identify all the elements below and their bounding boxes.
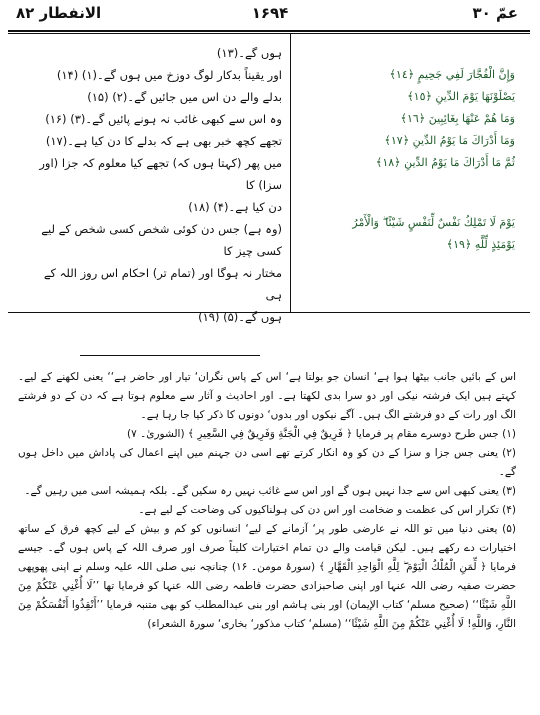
surah-header: الانفطار ۸۲	[16, 4, 102, 22]
arabic-verse-line: ثُمَّ مَا أَدْرَاكَ مَا يَوْمُ الدِّينِ ﴿١٨﴾	[375, 156, 515, 169]
translation-line: اور یقیناً بدکار لوگ دوزخ میں ہوں گے۔(۱) (۱۴)	[56, 68, 282, 82]
footnote-paragraph: (۴) تکرار اس کی عظمت و ضخامت اور اس دن کی ہولناکیوں کی وضاحت کے لیے ہے۔	[138, 504, 516, 516]
translation-line: مختار نہ ہوگا اور (تمام تر) احکام اس روز اللہ کے ہی	[43, 266, 282, 302]
header-rule	[8, 30, 530, 32]
translation-line: (وہ ہے) جس دن کوئی شخص کسی شخص کے لیے کسی چیز کا	[41, 222, 282, 258]
translation-line: بدلے والے دن اس میں جائیں گے۔(۲) (۱۵)	[87, 90, 282, 104]
translation-line: ہوں گے۔(۵) (۱۹)	[198, 310, 282, 324]
footnote-rule	[80, 355, 260, 356]
translation-line: دن کیا ہے۔(۴) (۱۸)	[188, 200, 282, 214]
translation-line: میں پھر (کہتا ہوں کہ) تجھے کیا معلوم کہ جزا (اور سزا) کا	[39, 156, 282, 192]
arabic-verse-line: يَوْمَ لَا تَمْلِكُ نَفْسٌ لِّنَفْسٍ شَيْئًا ۖ وَالْأَمْرُ	[352, 216, 515, 229]
footnote-paragraph: (۵) یعنی دنیا میں تو اللہ نے عارضی طور پر‘ آزمانے کے لیے‘ انسانوں کو کم و بیش کے لیے کچھ فرق کے ساتھ اختیارات دے رکھے ہیں۔ لیکن قیامت والے دن تمام اختیارات کلیتاً صرف اور صرف اللہ کے پاس ہوں گے۔ جیسے فرمایا ﴿ لِّمَنِ الْمُلْكُ الْيَوْمَ ۖ لِلَّهِ الْوَاحِدِ الْقَهَّارِ ﴾ (سورۂ مومن۔ ۱۶) چنانچہ نبی صلی اللہ علیہ وسلم نے اپنی پھوپھی حضرت صفیہ رضی اللہ عنہا اور اپنی صاحبزادی حضرت فاطمہ رضی اللہ عنہا کو فرمایا تھا ’’لَا أُغْنِي عَنْكُمْ مِنَ اللَّهِ شَيْئًا‘‘ (صحیح مسلم‘ کتاب الإیمان) اور بنی ہاشم اور بنی عبدالمطلب کو بھی متنبہ فرمایا ’’أَنْقِذُوا أَنْفُسَكُمْ مِنَ النَّارِ، وَاللَّهِ! لَا أُغْنِي عَنْكُمْ مِنَ اللَّهِ شَيْئًا‘‘ (مسلم‘ کتاب مذکور‘ بخاری‘ سورۃ الشعراء)	[18, 523, 516, 630]
section-rule	[8, 312, 530, 313]
footnote-paragraph: اس کے بائیں جانب بیٹھا ہوا ہے‘ انسان جو بولتا ہے‘ اس کے پاس نگران‘ تیار اور حاضر ہے‘‘ یعنی لکھنے کے لیے۔ کہتے ہیں ایک فرشتہ نیکی اور دو سرا بدی لکھتا ہے۔ اور احادیث و آثار سے معلوم ہوتا ہے کہ دن کے دو فرشتے الگ اور رات کے دو فرشتے الگ ہیں۔ آگے نیکوں اور بدوں‘ دونوں کا ذکر کیا جا رہا ہے۔	[18, 371, 516, 421]
para-header: عمّ ۳۰	[472, 4, 518, 22]
page-number: ۱۶۹۴	[251, 4, 289, 22]
arabic-verse-line: وَمَا أَدْرَاكَ مَا يَوْمُ الدِّينِ ﴿١٧﴾	[384, 134, 515, 147]
arabic-verse-line: وَمَا هُمْ عَنْهَا بِغَائِبِينَ ﴿١٦﴾	[400, 112, 515, 125]
column-divider	[290, 34, 291, 312]
translation-line: وہ اس سے کبھی غائب نہ ہونے پائیں گے۔(۳) (۱۶)	[45, 112, 282, 126]
arabic-verse-line: يَصْلَوْنَهَا يَوْمَ الدِّينِ ﴿١٥﴾	[407, 90, 515, 103]
footnote-paragraph: (۲) یعنی جس جزا و سزا کے دن کو وہ انکار کرتے تھے اسی دن جہنم میں اپنے اعمال کی پاداش میں داخل ہوں گے۔	[18, 447, 516, 478]
footnote-paragraph: (۳) یعنی کبھی اس سے جدا نہیں ہوں گے اور اس سے غائب نہیں رہ سکیں گے۔ بلکہ ہمیشہ اسی میں رہیں گے۔	[24, 485, 516, 497]
footnote-paragraph: (۱) جس طرح دوسرے مقام پر فرمایا ﴿ فَرِيقٌ فِي الْجَنَّةِ وَفَرِيقٌ فِي السَّعِيرِ ﴾ (الشوریٰ۔ ۷)	[127, 428, 516, 440]
header-rule-thin	[8, 33, 530, 34]
arabic-verses-column	[300, 64, 515, 256]
translation-line: تجھے کچھ خبر بھی ہے کہ بدلے کا دن کیا ہے۔(۱۷)	[45, 134, 282, 148]
arabic-verse-line: وَإِنَّ الْفُجَّارَ لَفِي جَحِيمٍ ﴿١٤﴾	[389, 68, 515, 81]
urdu-translation-column	[30, 42, 282, 328]
translation-line: ہوں گے۔(۱۳)	[216, 46, 282, 60]
footnotes	[18, 368, 516, 634]
arabic-verse-line: يَوْمَئِذٍ لِّلَّهِ ﴿١٩﴾	[446, 238, 515, 251]
